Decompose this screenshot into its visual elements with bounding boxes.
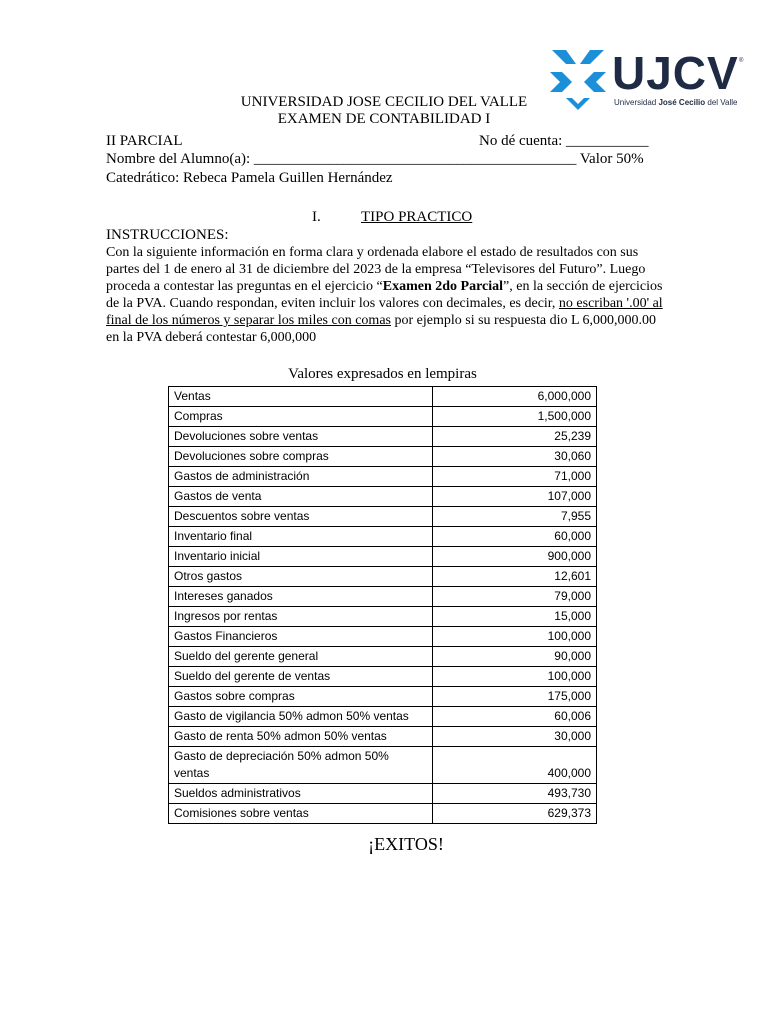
account-label-cell: Compras: [169, 407, 433, 427]
logo-registered: ®: [739, 58, 744, 64]
account-label-cell: Gasto de depreciación 50% admon 50% ventas: [169, 747, 433, 784]
account-label-cell: Sueldo del gerente general: [169, 647, 433, 667]
instructions-paragraph: Con la siguiente información en forma clara y ordenada elabore el estado de resultados con sus partes del 1 de enero al 31 de diciembre del 2023 de la empresa “Televisores del Futuro”. Luego proceda a contestar las preguntas en el ejercicio “Examen 2do Parcial”, en la sección de ejercicios de la PVA. Cuando respondan, eviten incluir los valores con decimales, es decir, no escriban '.00' al final de los números y separar los miles con comas por ejemplo si su respuesta dio L 6,000,000.00 en la PVA deberá contestar 6,000,000: [106, 245, 663, 345]
account-label-cell: Devoluciones sobre ventas: [169, 427, 433, 447]
section-title: TIPO PRACTICO: [361, 209, 473, 225]
account-label-cell: Gastos sobre compras: [169, 687, 433, 707]
amount-cell: 15,000: [433, 607, 597, 627]
amount-cell: 100,000: [433, 627, 597, 647]
table-row: [169, 707, 597, 727]
amount-cell: 90,000: [433, 647, 597, 667]
amount-cell: 7,955: [433, 507, 597, 527]
account-label-cell: Sueldo del gerente de ventas: [169, 667, 433, 687]
table-row: [169, 467, 597, 487]
account-label-cell: Gastos Financieros: [169, 627, 433, 647]
instruction-line: en la PVA deberá contestar 6,000,000: [106, 330, 317, 345]
instruction-line: Con la siguiente información en forma clara y ordenada elabore el estado de resultados con sus: [106, 245, 639, 260]
amount-cell: 30,060: [433, 447, 597, 467]
amount-cell: 629,373: [433, 804, 597, 824]
amount-cell: 30,000: [433, 727, 597, 747]
table-row: [169, 727, 597, 747]
student-name-field: Nombre del Alumno(a): ___________________________________________ Valor 50%: [106, 151, 644, 167]
account-field: No dé cuenta: ___________: [479, 133, 649, 149]
account-label-cell: Intereses ganados: [169, 587, 433, 607]
section-number: I.: [312, 209, 321, 225]
account-label-cell: Gasto de renta 50% admon 50% ventas: [169, 727, 433, 747]
teacher-line: Catedrático: Rebeca Pamela Guillen Hernández: [106, 170, 393, 186]
amount-cell: 79,000: [433, 587, 597, 607]
amount-cell: 60,000: [433, 527, 597, 547]
table-row: [169, 784, 597, 804]
account-label-cell: Ingresos por rentas: [169, 607, 433, 627]
account-label-cell: Ventas: [169, 387, 433, 407]
account-label-cell: Devoluciones sobre compras: [169, 447, 433, 467]
table-row: [169, 607, 597, 627]
amount-cell: 25,239: [433, 427, 597, 447]
amount-cell: 107,000: [433, 487, 597, 507]
account-label-cell: Otros gastos: [169, 567, 433, 587]
table-row: [169, 587, 597, 607]
table-row: [169, 427, 597, 447]
table-row: [169, 687, 597, 707]
table-row: [169, 387, 597, 407]
table-row: [169, 507, 597, 527]
account-label-cell: Inventario inicial: [169, 547, 433, 567]
account-label-cell: Inventario final: [169, 527, 433, 547]
instruction-line: partes del 1 de enero al 31 de diciembre del 2023 de la empresa “Televisores del Futuro”. Luego: [106, 262, 646, 277]
table-row: [169, 447, 597, 467]
table-row: [169, 407, 597, 427]
amount-cell: 12,601: [433, 567, 597, 587]
logo-wordmark: UJCV: [612, 47, 739, 99]
underlined-instruction: no escriban '.00' al: [558, 296, 663, 311]
table-row: [169, 647, 597, 667]
account-label-cell: Gastos de administración: [169, 467, 433, 487]
account-label-cell: Gasto de vigilancia 50% admon 50% ventas: [169, 707, 433, 727]
amount-cell: 400,000: [433, 747, 597, 784]
parcial-label: II PARCIAL: [106, 133, 183, 149]
account-label-cell: Comisiones sobre ventas: [169, 804, 433, 824]
table-row: [169, 487, 597, 507]
university-name: UNIVERSIDAD JOSE CECILIO DEL VALLE: [240, 94, 528, 110]
table-row: [169, 667, 597, 687]
amount-cell: 493,730: [433, 784, 597, 804]
table-caption: Valores expresados en lempiras: [288, 366, 477, 382]
closing-message: ¡EXITOS!: [368, 834, 444, 854]
table-row: [169, 747, 597, 784]
table-row: [169, 804, 597, 824]
exam-title: EXAMEN DE CONTABILIDAD I: [277, 111, 491, 127]
values-table: [168, 386, 597, 824]
account-label-cell: Gastos de venta: [169, 487, 433, 507]
table-row: [169, 627, 597, 647]
account-label-cell: Sueldos administrativos: [169, 784, 433, 804]
amount-cell: 71,000: [433, 467, 597, 487]
table-row: [169, 567, 597, 587]
amount-cell: 175,000: [433, 687, 597, 707]
amount-cell: 60,006: [433, 707, 597, 727]
account-label-cell: Descuentos sobre ventas: [169, 507, 433, 527]
amount-cell: 900,000: [433, 547, 597, 567]
amount-cell: 100,000: [433, 667, 597, 687]
logo-subtitle: Universidad José Cecilio del Valle: [614, 98, 738, 107]
table-row: [169, 527, 597, 547]
exercise-name: Examen 2do Parcial: [382, 279, 504, 294]
amount-cell: 1,500,000: [433, 407, 597, 427]
table-row: [169, 547, 597, 567]
underlined-instruction: final de los números y separar los miles con comas: [106, 313, 391, 328]
instructions-label: INSTRUCCIONES:: [106, 227, 229, 243]
amount-cell: 6,000,000: [433, 387, 597, 407]
